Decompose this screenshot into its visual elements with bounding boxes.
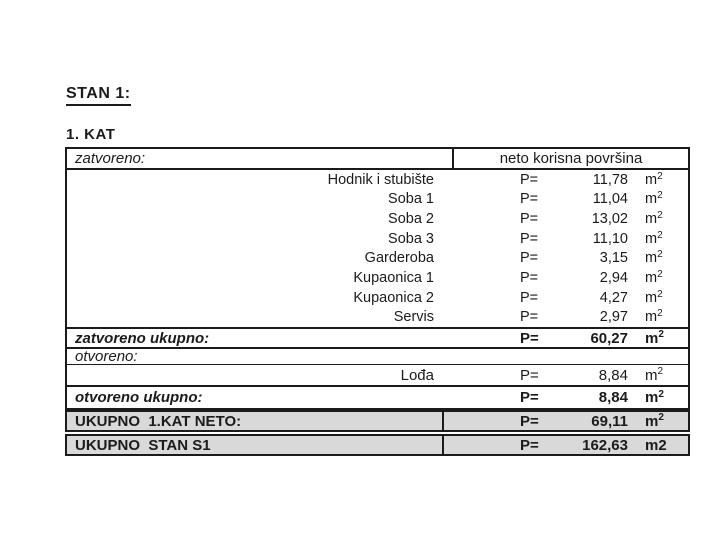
area-value: 60,27 — [590, 329, 628, 347]
area-symbol: P= — [520, 191, 539, 208]
floor-total-label: UKUPNO 1.KAT NETO: — [75, 412, 242, 430]
column-divider — [442, 436, 444, 454]
area-value: 8,84 — [598, 366, 628, 384]
area-symbol: P= — [520, 389, 539, 406]
area-symbol: P= — [520, 329, 539, 347]
area-symbol: P= — [520, 309, 539, 326]
area-value: 2,97 — [599, 309, 628, 326]
room-name: Lođa — [400, 366, 434, 384]
area-unit: m 2 — [645, 412, 664, 430]
table-row — [67, 249, 688, 269]
area-symbol: P= — [520, 250, 539, 267]
area-symbol: P= — [520, 289, 539, 306]
area-value: 69,11 — [591, 412, 628, 430]
table-row — [67, 209, 688, 229]
table-row — [67, 170, 688, 190]
table-header-row — [67, 149, 688, 170]
room-name: Servis — [393, 309, 434, 326]
area-unit: m 2 — [645, 268, 663, 286]
room-name: Garderoba — [364, 250, 434, 267]
closed-rooms-block — [67, 170, 688, 327]
column-divider — [442, 412, 444, 430]
page-title: STAN 1: — [66, 85, 131, 106]
closed-section-label: zatvoreno: — [75, 150, 146, 167]
area-value: 4,27 — [599, 289, 628, 306]
area-unit: m 2 — [645, 388, 664, 406]
open-section-label: otvoreno: — [75, 348, 138, 365]
area-value: 2,94 — [599, 269, 628, 286]
room-name: Kupaonica 2 — [353, 289, 434, 306]
open-total-label: otvoreno ukupno: — [75, 389, 203, 406]
area-value: 8,84 — [598, 389, 628, 406]
room-name: Soba 2 — [388, 211, 434, 228]
area-unit: m 2 — [645, 190, 663, 208]
floor-heading: 1. KAT — [66, 126, 116, 143]
area-symbol: P= — [520, 171, 539, 188]
open-section-row — [67, 347, 688, 364]
area-symbol: P= — [520, 211, 539, 228]
area-unit: m 2 — [645, 329, 664, 347]
grand-total-label: UKUPNO STAN S1 — [75, 436, 211, 454]
room-name: Soba 3 — [388, 230, 434, 247]
area-value: 11,10 — [592, 230, 628, 247]
area-unit: m 2 — [645, 229, 663, 247]
area-unit: m2 — [645, 436, 667, 454]
area-symbol: P= — [520, 436, 539, 454]
room-name: Soba 1 — [388, 191, 434, 208]
floor-total-row — [65, 410, 690, 432]
area-value: 13,02 — [591, 211, 628, 228]
area-symbol: P= — [520, 412, 539, 430]
area-symbol: P= — [520, 366, 539, 384]
grand-total-row — [65, 434, 690, 456]
area-value: 3,15 — [599, 250, 628, 267]
table-row — [67, 229, 688, 249]
table-row — [67, 307, 688, 327]
area-value: 162,63 — [582, 436, 628, 454]
area-unit: m 2 — [645, 308, 663, 326]
area-value: 11,78 — [592, 171, 628, 188]
closed-total-row — [67, 327, 688, 347]
table-row — [67, 288, 688, 308]
open-total-row — [67, 385, 688, 408]
area-symbol: P= — [520, 230, 539, 247]
area-unit: m 2 — [645, 170, 663, 188]
area-table — [65, 147, 690, 410]
area-unit: m 2 — [645, 288, 663, 306]
table-row — [67, 268, 688, 288]
area-unit: m 2 — [645, 366, 664, 384]
net-area-column-header: neto korisna površina — [452, 149, 688, 168]
area-symbol: P= — [520, 269, 539, 286]
area-unit: m 2 — [645, 249, 663, 267]
area-value: 11,04 — [592, 191, 628, 208]
area-unit: m 2 — [645, 210, 663, 228]
table-row — [67, 364, 688, 385]
room-name: Hodnik i stubište — [327, 171, 434, 188]
closed-total-label: zatvoreno ukupno: — [75, 329, 210, 347]
room-name: Kupaonica 1 — [353, 269, 434, 286]
table-row — [67, 190, 688, 210]
